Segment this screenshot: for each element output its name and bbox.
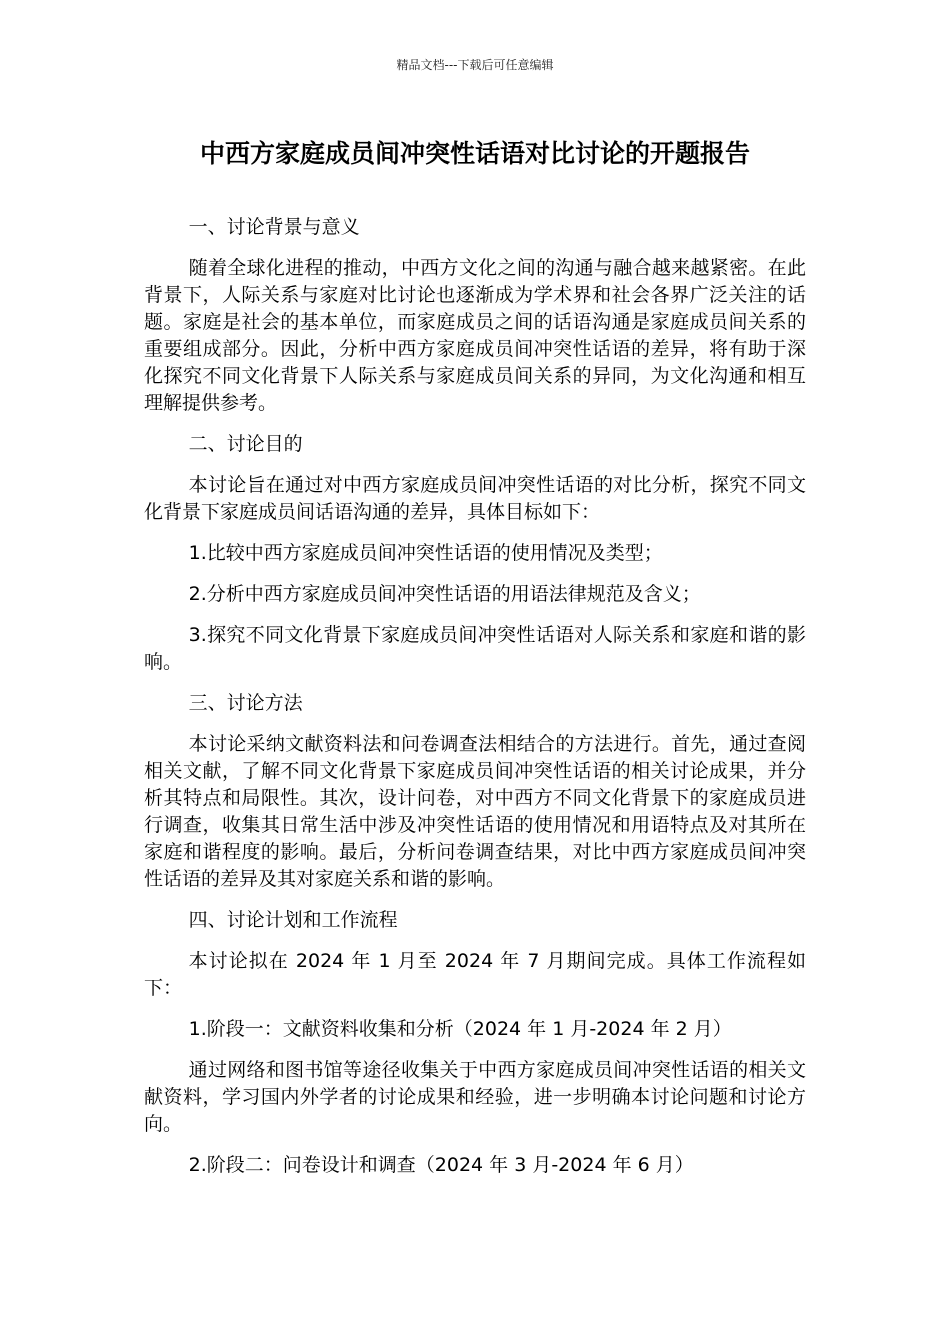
list-item-goal-3: 3.探究不同文化背景下家庭成员间冲突性话语对人际关系和家庭和谐的影响。 xyxy=(144,624,806,673)
paragraph-method: 本讨论采纳文献资料法和问卷调查法相结合的方法进行。首先，通过查阅相关文献，了解不同文化背景下家庭成员间冲突性话语的相关讨论成果，并分析其特点和局限性。其次，设计问卷，对中西方不同文化背景下的家庭成员进行调查，收集其日常生活中涉及冲突性话语的使用情况和用语特点及对其所在家庭和谐程度的影响。最后，分析问卷调查结果，对比中西方家庭成员间冲突性话语的差异及其对家庭关系和谐的影响。 xyxy=(144,733,806,890)
list-item-goal-2: 2.分析中西方家庭成员间冲突性话语的用语法律规范及含义； xyxy=(188,583,701,605)
document-title: 中西方家庭成员间冲突性话语对比讨论的开题报告 xyxy=(199,139,750,168)
page-header: 精品文档---下载后可任意编辑 xyxy=(396,58,554,72)
section-heading-background: 一、讨论背景与意义 xyxy=(188,216,360,238)
paragraph-background: 随着全球化进程的推动，中西方文化之间的沟通与融合越来越紧密。在此背景下，人际关系与家庭对比讨论也逐渐成为学术界和社会各界广泛关注的话题。家庭是社会的基本单位，而家庭成员之间的话语沟通是家庭成员间关系的重要组成部分。因此，分析中西方家庭成员间冲突性话语的差异，将有助于深化探究不同文化背景下人际关系与家庭成员间关系的异同，为文化沟通和相互理解提供参考。 xyxy=(144,257,806,414)
paragraph-stage-1-description: 通过网络和图书馆等途径收集关于中西方家庭成员间冲突性话语的相关文献资料，学习国内外学者的讨论成果和经验，进一步明确本讨论问题和讨论方向。 xyxy=(144,1059,806,1135)
list-item-stage-2: 2.阶段二：问卷设计和调查（2024 年 3 月-2024 年 6 月） xyxy=(188,1154,694,1176)
section-heading-purpose: 二、讨论目的 xyxy=(188,433,303,455)
document-body xyxy=(144,214,806,1193)
paragraph-plan: 本讨论拟在 2024 年 1 月至 2024 年 7 月期间完成。具体工作流程如下： xyxy=(144,950,806,999)
section-heading-plan: 四、讨论计划和工作流程 xyxy=(188,909,398,931)
list-item-goal-1: 1.比较中西方家庭成员间冲突性话语的使用情况及类型； xyxy=(188,542,663,564)
section-heading-method: 三、讨论方法 xyxy=(188,692,303,714)
paragraph-purpose: 本讨论旨在通过对中西方家庭成员间冲突性话语的对比分析，探究不同文化背景下家庭成员间话语沟通的差异，具体目标如下： xyxy=(144,474,806,523)
list-item-stage-1: 1.阶段一：文献资料收集和分析（2024 年 1 月-2024 年 2 月） xyxy=(188,1018,732,1040)
